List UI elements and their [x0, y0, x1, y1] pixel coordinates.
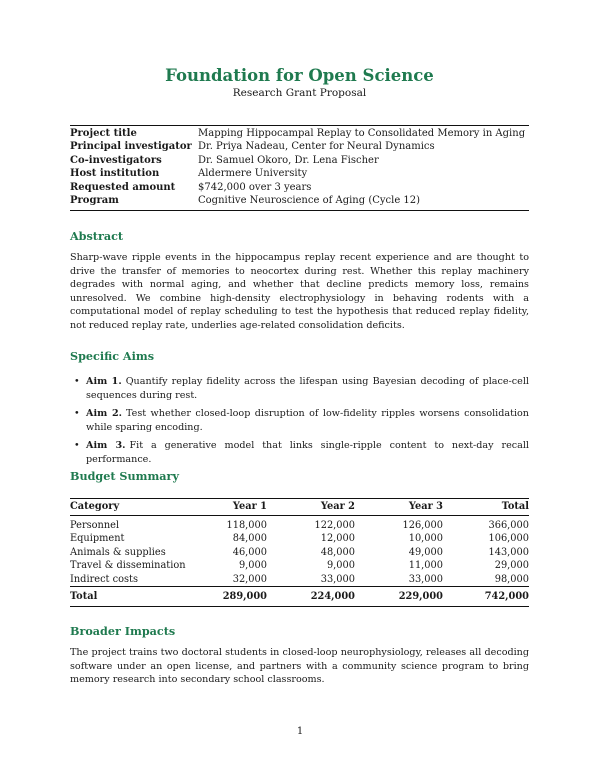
- table-cell: 46,000: [232, 546, 267, 558]
- table-cell: Total: [70, 587, 198, 607]
- budget-header-row: [70, 499, 529, 516]
- meta-value: $742,000 over 3 years: [198, 181, 312, 193]
- aim-item: [70, 407, 529, 434]
- table-cell: 122,000: [314, 520, 355, 531]
- abstract-heading: Abstract: [70, 229, 124, 243]
- aim-label: Aim 2.: [86, 408, 122, 420]
- table-cell: Indirect costs: [70, 573, 138, 585]
- meta-row-project-title: [70, 127, 529, 140]
- proposal-subtitle: Research Grant Proposal: [232, 87, 367, 99]
- table-cell: 126,000: [402, 520, 443, 531]
- meta-value: Dr. Priya Nadeau, Center for Neural Dynamics: [198, 141, 435, 153]
- table-cell: 106,000: [488, 533, 529, 545]
- meta-value: Dr. Samuel Okoro, Dr. Lena Fischer: [198, 154, 379, 166]
- table-cell: Animals & supplies: [70, 546, 166, 558]
- aims-list: [70, 375, 529, 472]
- aim-item: [70, 375, 529, 402]
- table-cell: 32,000: [232, 573, 267, 585]
- table-row: [70, 532, 529, 545]
- table-row: [70, 559, 529, 572]
- aim-text: Test whether closed-loop disruption of low-fidelity ripples worsens consolidation while sparing encoding.: [86, 408, 529, 433]
- table-cell: Personnel: [70, 520, 120, 531]
- column-header: Year 3: [355, 499, 443, 516]
- table-cell: 143,000: [488, 546, 529, 558]
- bullet-icon: •: [74, 376, 80, 387]
- foundation-title: Foundation for Open Science: [165, 66, 434, 85]
- table-cell: 289,000: [198, 587, 267, 607]
- budget-table: [70, 498, 529, 607]
- meta-value: Mapping Hippocampal Replay to Consolidated Memory in Aging: [198, 128, 526, 139]
- column-header: Year 1: [198, 499, 267, 516]
- meta-value: Cognitive Neuroscience of Aging (Cycle 12): [198, 194, 421, 206]
- table-cell: 11,000: [408, 560, 443, 572]
- column-header: Year 2: [267, 499, 355, 516]
- impacts-text: The project trains two doctoral students in closed-loop neurophysiology, releases all decoding software under an open license, and partners with a community science program to bring memory research into secondary school classrooms.: [70, 647, 529, 686]
- meta-row-principal-investigator: [70, 140, 529, 153]
- table-cell: 9,000: [326, 560, 355, 572]
- table-cell: Travel & dissemination: [70, 560, 186, 572]
- table-cell: 48,000: [320, 546, 355, 558]
- aim-label: Aim 1.: [86, 376, 122, 387]
- meta-label: Host institution: [70, 168, 160, 180]
- table-cell: 49,000: [408, 546, 443, 558]
- meta-label: Project title: [70, 128, 137, 139]
- table-cell: 29,000: [494, 560, 529, 572]
- table-cell: 229,000: [355, 587, 443, 607]
- table-cell: 224,000: [267, 587, 355, 607]
- bullet-icon: •: [74, 440, 80, 452]
- table-row: [70, 516, 529, 533]
- table-cell: 98,000: [494, 573, 529, 585]
- table-cell: 10,000: [408, 533, 443, 545]
- table-cell: 366,000: [488, 520, 529, 531]
- table-cell: 12,000: [320, 533, 355, 545]
- bullet-icon: •: [74, 408, 80, 420]
- budget-heading: Budget Summary: [70, 469, 179, 483]
- impacts-heading: Broader Impacts: [70, 624, 176, 638]
- aim-text: Fit a generative model that links single-ripple content to next-day recall performance.: [86, 440, 529, 465]
- meta-row-host-institution: [70, 167, 529, 180]
- table-cell: 742,000: [443, 587, 529, 607]
- budget-total-row: [70, 587, 529, 607]
- aim-label: Aim 3.: [86, 440, 126, 452]
- meta-row-co-investigators: [70, 154, 529, 167]
- meta-row-program: [70, 194, 529, 207]
- aim-text: Quantify replay fidelity across the lifespan using Bayesian decoding of place-cell sequences during rest.: [86, 376, 529, 401]
- table-cell: Equipment: [70, 533, 125, 545]
- meta-label: Co-investigators: [70, 154, 162, 166]
- table-cell: 84,000: [232, 533, 267, 545]
- meta-label: Principal investigator: [70, 141, 192, 153]
- table-cell: 9,000: [238, 560, 267, 572]
- table-cell: 118,000: [226, 520, 267, 531]
- abstract-text: Sharp-wave ripple events in the hippocampus replay recent experience and are thought to drive the transfer of memories to neocortex during rest. Whether this replay machinery degrades with normal aging, and whether that decline predicts memory loss, remains unresolved. We combine high-density electrophysiology in behaving rodents with a computational model of replay scheduling to test the hypothesis that reduced replay fidelity, not reduced replay rate, underlies age-related consolidation deficits.: [70, 252, 529, 331]
- project-info-table: [70, 125, 529, 211]
- meta-value: Aldermere University: [198, 168, 308, 180]
- meta-row-requested-amount: [70, 181, 529, 194]
- table-cell: 33,000: [408, 573, 443, 585]
- table-row: [70, 573, 529, 587]
- column-header: Total: [443, 499, 529, 516]
- aims-heading: Specific Aims: [70, 349, 154, 363]
- column-header: Category: [70, 499, 198, 516]
- page-number: 1: [296, 726, 304, 737]
- table-cell: 33,000: [320, 573, 355, 585]
- table-row: [70, 546, 529, 559]
- aim-item: [70, 439, 529, 466]
- meta-label: Program: [70, 194, 119, 206]
- meta-label: Requested amount: [70, 181, 176, 193]
